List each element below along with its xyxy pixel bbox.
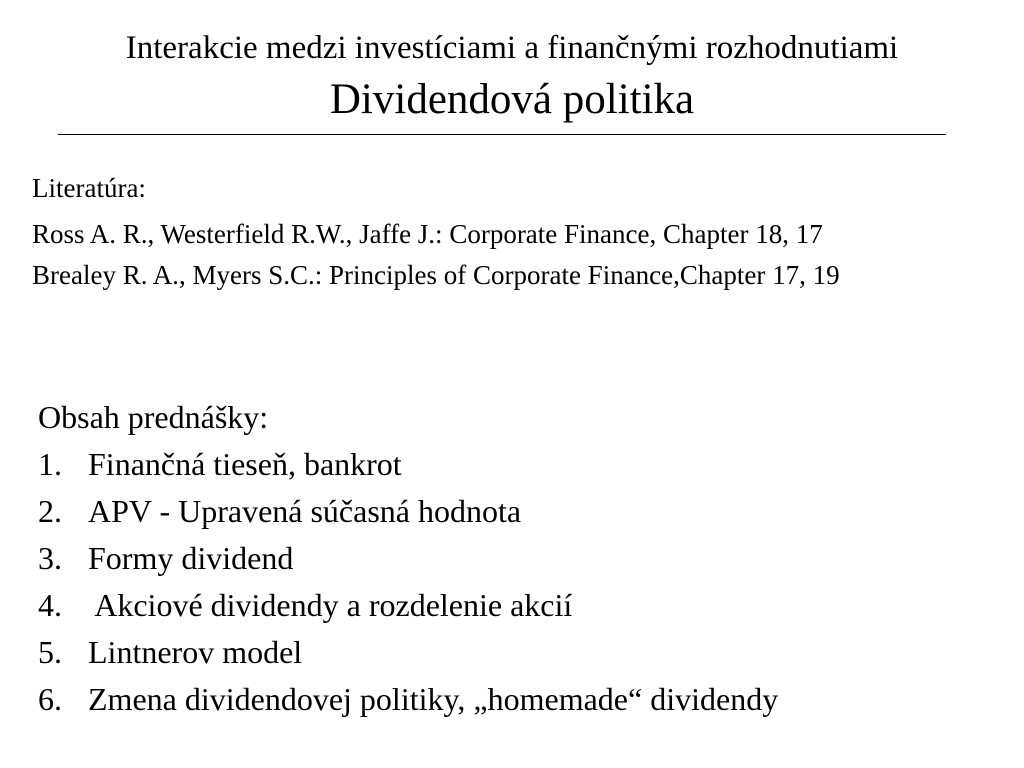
list-item — [38, 582, 998, 629]
literature-reference: Ross A. R., Westerfield R.W., Jaffe J.: Corporate Finance, Chapter 18, 17 — [32, 219, 823, 249]
title-divider — [58, 134, 946, 135]
outline-section — [38, 394, 998, 723]
list-item-text: Formy dividend — [88, 540, 294, 576]
outline-list — [38, 441, 998, 723]
list-item — [38, 441, 998, 488]
list-item — [38, 629, 998, 676]
title-block — [40, 24, 984, 128]
list-item-text: Lintnerov model — [88, 634, 303, 670]
outline-heading: Obsah prednášky: — [38, 399, 269, 435]
list-item-number: 6. — [38, 681, 62, 717]
list-item — [38, 488, 998, 535]
literature-section — [32, 172, 1002, 300]
list-item-text: Akciové dividendy a rozdelenie akcií — [88, 587, 573, 623]
slide-subtitle: Dividendová politika — [329, 76, 695, 123]
literature-heading: Literatúra: — [32, 173, 146, 203]
list-item — [38, 676, 998, 723]
list-item-number: 4. — [38, 587, 62, 623]
list-item-text: APV - Upravená súčasná hodnota — [88, 493, 522, 529]
list-item-number: 1. — [38, 446, 62, 482]
slide-title: Interakcie medzi investíciami a finančnými rozhodnutiami — [125, 30, 899, 66]
list-item-text: Finančná tieseň, bankrot — [88, 446, 402, 482]
literature-reference: Brealey R. A., Myers S.C.: Principles of Corporate Finance,Chapter 17, 19 — [32, 260, 840, 290]
list-item — [38, 535, 998, 582]
list-item-text: Zmena dividendovej politiky, „homemade“ dividendy — [88, 681, 779, 717]
list-item-number: 3. — [38, 540, 62, 576]
list-item-number: 2. — [38, 493, 62, 529]
list-item-number: 5. — [38, 634, 62, 670]
